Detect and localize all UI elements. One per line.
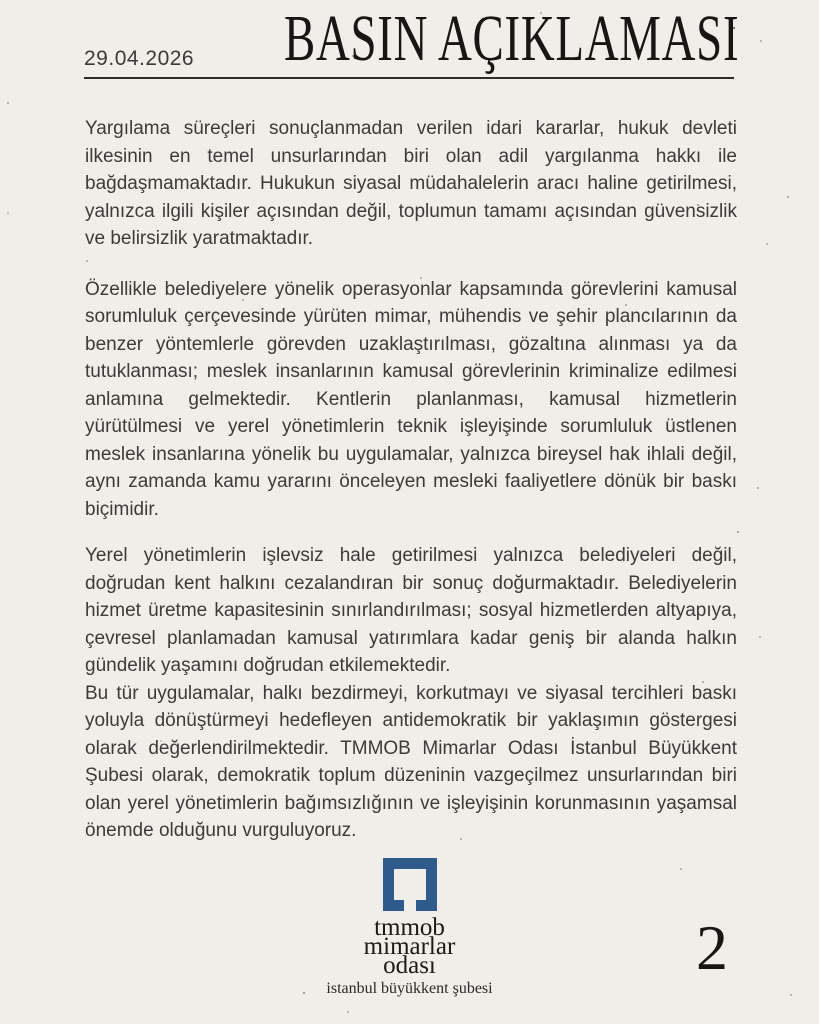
paragraph-1: Yargılama süreçleri sonuçlanmadan verilen idari kararlar, hukuk devleti ilkesinin en temel unsurlarından biri olan adil yargılanma hakkı ile bağdaşmamaktadır. Hukukun siyasal müdahalelerin aracı haline getirilmesi, yalnızca ilgili kişiler açısından değil, toplumun tamamı açısından güvensizlik ve belirsizlik yaratmaktadır. bbox=[85, 118, 737, 249]
logo-branch-label: istanbul büyükkent şubesi bbox=[326, 980, 493, 997]
paragraph-3: Yerel yönetimlerin işlevsiz hale getirilmesi yalnızca belediyeleri değil, doğrudan kent halkını cezalandıran bir sonuç doğurmaktadır. Belediyelerin hizmet üretme kapasitesinin sınırlandırılması; sosyal hizmetlerden altyapıya, çevresel planlamadan kamusal yatırımlara kadar geniş bir alanda halkın gündelik yaşamını doğrudan etkilemektedir. bbox=[85, 545, 737, 676]
paragraph-4: Bu tür uygulamalar, halkı bezdirmeyi, korkutmayı ve siyasal tercihleri baskı yoluyla dönüştürmeyi hedefleyen antidemokratik bir yaklaşımın göstergesi olarak değerlendirilmektedir. TMMOB Mimarlar Odası İstanbul Büyükkent Şubesi olarak, demokratik toplum düzeninin vazgeçilmez unsurlarından biri olan yerel yönetimlerin bağımsızlığının ve işleyişinin korunmasının yaşamsal önemde olduğunu vurguluyoruz. bbox=[85, 682, 737, 841]
paragraph-2: Özellikle belediyelere yönelik operasyonlar kapsamında görevlerini kamusal sorumluluk çerçevesinde yürüten mimar, mühendis ve şehir plancılarının da benzer yöntemlerle görevden uzaklaştırılması, gözaltına alınması ya da tutuklanması; meslek insanlarının kamusal görevlerinin kriminalize edilmesi anlamına gelmektedir. Kentlerin planlanması, kamusal hizmetlerin yürütülmesi ve yerel yönetimlerin teknik işleyişinde sorumluluk üstlenen meslek insanlarına yönelik bu uygulamalar, yalnızca bireysel hak ihlali değil, aynı zamanda kamu yararını önceleyen mesleki faaliyetlere dönük bir baskı biçimidir. bbox=[85, 278, 737, 520]
press-release-body bbox=[85, 115, 737, 845]
logo-line-odasi: odası bbox=[383, 952, 436, 979]
logo-line-tmmob: tmmob bbox=[374, 914, 445, 941]
header-divider bbox=[84, 77, 734, 79]
page-number: 2 bbox=[696, 912, 728, 983]
logo-org-name bbox=[363, 914, 456, 979]
logo-line-mimarlar: mimarlar bbox=[363, 933, 456, 960]
tmmob-square-logo-icon bbox=[383, 858, 437, 911]
page-title-text: BASIN AÇIKLAMASI bbox=[284, 2, 740, 75]
date-label: 29.04.2026 bbox=[84, 47, 195, 70]
page-title bbox=[284, 2, 819, 75]
